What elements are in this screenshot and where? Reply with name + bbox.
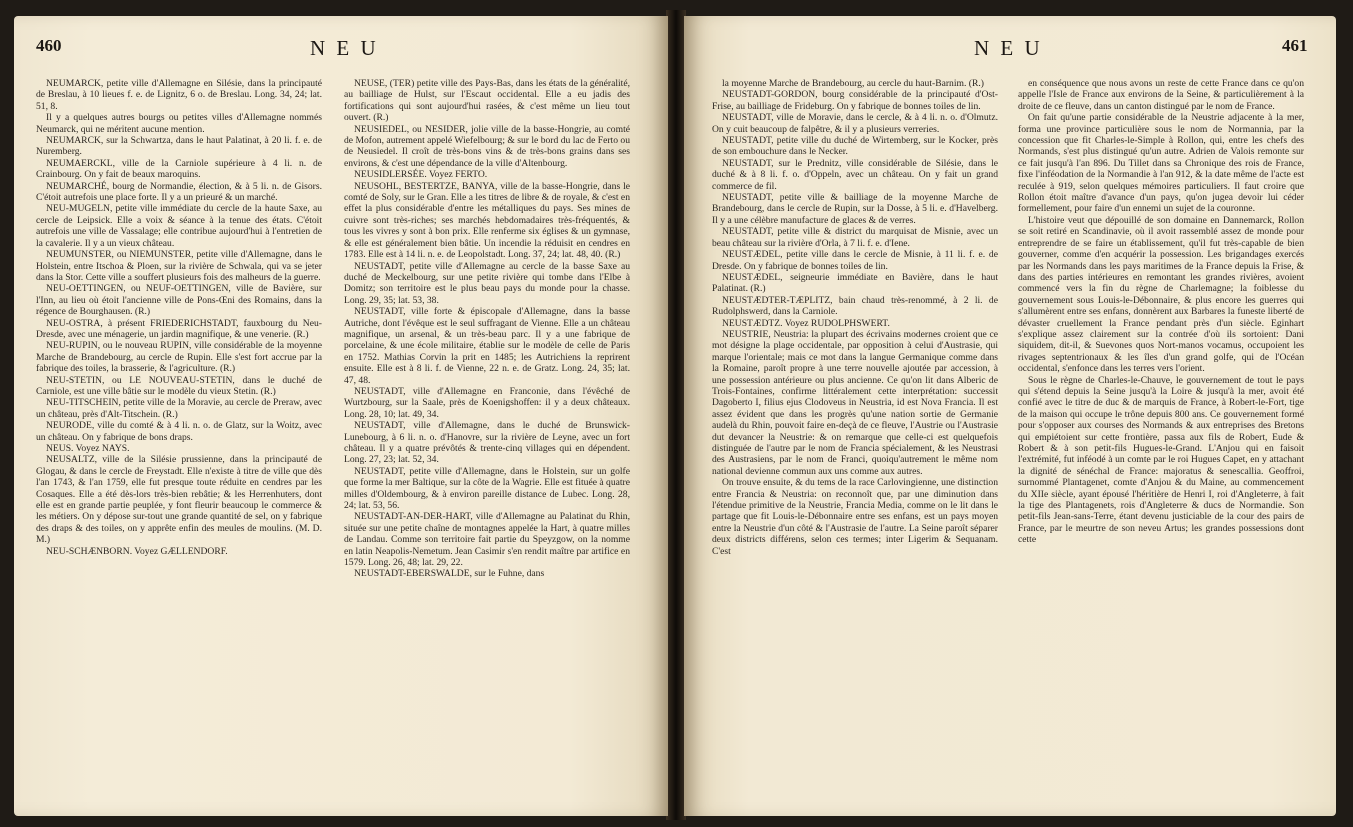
right-page <box>684 16 1336 816</box>
dictionary-entry: NEUSTADT, ville forte & épiscopale d'Allemagne, dans la basse Autriche, dont l'évêque est le seul suffragant de Vienne. Elle a un château magnifique, un arsenal, & un très-beau parc. Il y a une fabrique de porcelaine, & une école militaire, établie sur le modèle de celle de Paris en 1752. Mathias Corvin la prit en 1485; les Autrichiens la reprirent ensuite. Elle est à 8 li. f. de Vienne, 22 n. e. de Gratz. Long. 24, 35; lat. 47, 48. <box>344 306 630 386</box>
left-running-head: N E U <box>310 36 379 60</box>
dictionary-entry: Sous le règne de Charles-le-Chauve, le gouvernement de tout le pays qui s'étend depuis la Seine jusqu'à la Loire & jusqu'à la mer, avoit été confié avec le titre de duc & de marquis de France, à Robert-le-Fort, tige de la maison qui occupe le trône depuis 800 ans. Ce gouvernement formé pour s'opposer aux courses des Normands & aux entreprises des Bretons qui empiétoient sur cette frontière, passa aux fils de Robert, Eude & Robert & à son petit-fils Hugues-le-Grand. L'Anjou qui en faisoit l'extrémité, fut inféodé à un comte par le roi Hugues Capet, en y attachant la dignité de sénéchal de France: majoratus & senescallia. Geoffroi, surnommé Plantagenet, comte d'Anjou & du Maine, au commencement du XIIe siècle, ayant épousé l'héritière de Henri I, roi d'Angleterre, à fait la tige des Plantagenets, rois d'Angleterre & ducs de Normandie. Son petit-fils Jean-sans-Terre, étant devenu justiciable de la cour des pairs de France, par le meurtre de son neveu Artus; les grandes possessions dont cette <box>1018 374 1304 546</box>
right-column-1 <box>712 78 998 557</box>
dictionary-entry: NEU-OSTRA, à présent FRIEDERICHSTADT, fauxbourg du Neu-Dresde, avec une ménagerie, un jardin magnifique, & une venerie. (R.) <box>36 317 322 340</box>
dictionary-entry: NEUSE, (TER) petite ville des Pays-Bas, dans les états de la généralité, au bailliage de Hulst, sur l'Escaut occidental. Elle a eu jadis des fortifications qui sont aujourd'hui rasées, & c'est même un lieu tout ouvert. (R.) <box>344 78 630 124</box>
dictionary-entry: NEU-RUPIN, ou le nouveau RUPIN, ville considérable de la moyenne Marche de Brandebourg, au cercle de Rupin. Elle s'est fort accrue par la fabrique des toiles, la brasserie, & l'agriculture. (R.) <box>36 340 322 375</box>
left-column-2 <box>344 78 630 580</box>
right-page-number: 461 <box>1282 36 1308 55</box>
dictionary-entry: NEUSTADT, petite ville d'Allemagne au cercle de la basse Saxe au duché de Meckelbourg, sur une petite rivière qui tombe dans l'Elbe à Domitz; son territoire est le plus beau pays du monde pour la chasse. Long. 29, 35; lat. 53, 38. <box>344 260 630 306</box>
dictionary-entry: NEUSTADT, petite ville & bailliage de la moyenne Marche de Brandebourg, dans le cercle de Rupin, sur la Dosse, à 5 li. e. d'Havelberg. Il y a une célèbre manufacture de glaces & de verres. <box>712 192 998 226</box>
dictionary-entry: NEUSTADT, sur le Prednitz, ville considérable de Silésie, dans le duché & à 8 li. f. o. d'Oppeln, avec un château. On y fait un grand commerce de fil. <box>712 157 998 192</box>
dictionary-entry: NEUSTADT-GORDON, bourg considérable de la principauté d'Ost-Frise, au bailliage de Frideburg. On y fabrique de bonnes toiles de lin. <box>712 89 998 112</box>
left-page-number: 460 <box>36 36 62 55</box>
dictionary-entry: NEUS. Voyez NAYS. <box>46 443 130 454</box>
dictionary-entry: L'histoire veut que dépouillé de son domaine en Dannemarck, Rollon se soit retiré en Scandinavie, où il avoit rassemblé assez de monde pour entreprendre de se faire un établissement, qu'il fut très-capable de bien gouverner, comme d'en acquérir la possession. Les brigandages exercés par les Normands dans les pays maritimes de la France depuis la Frise, & dans des parties intérieures en remontant les grandes rivières, avoient commencé vers la fin du règne de Charlemagne; la foiblesse du gouvernement sous Louis-le-Débonnaire, & plus encore les guerres qui s'allumèrent entre ses enfans, donnèrent aux Barbares la funeste liberté de dévaster cruellement la France pendant près d'un siècle. Eginhart s'explique assez clairement sur la contrée d'où ils sortoient: Dani siquidem, dit-il, & Suevones quos Nort-manos vocamus, occupoient les rivages septentrionaux & les îles d'un grand golfe, qui de l'Océan occidental, s'enfonce dans les terres vers l'orient. <box>1018 214 1304 375</box>
dictionary-entry: NEUSTADT, petite ville & district du marquisat de Misnie, avec un beau château sur la rivière d'Orla, à 7 li. f. e. d'Iene. <box>712 226 998 249</box>
dictionary-entry: Il y a quelques autres bourgs ou petites villes d'Allemagne nommés Neumarck, qui ne méritent aucune mention. <box>36 112 322 135</box>
dictionary-entry: NEUSALTZ, ville de la Silésie prussienne, dans la principauté de Glogau, & dans le cercle de Freystadt. Elle n'existe à titre de ville que dès l'an 1743, & l'an 1759, elle fut presque toute réduite en cendres par les Cosaques. Elle a été dès-lors très-bien rebâtie; & les Herrenhuters, dont elle est en grande partie peuplée, y font fleurir beaucoup le commerce & les métiers. On y dépose sur-tout une grande quantité de sel, on y fabrique des draps & des toiles, on y apprête enfin des meules de moulins. (M. D. M.) <box>36 454 322 546</box>
dictionary-entry: NEU-MUGELN, petite ville immédiate du cercle de la haute Saxe, au cercle de Leipsick. Elle a voix & séance à la tenue des états. C'étoit autrefois une ville de Vassalage; elle contribue aujourd'hui à l'entretien de la cavalerie. Il y a un vieux château. <box>36 203 322 249</box>
left-page <box>14 16 668 816</box>
dictionary-entry: NEUSTRIE, Neustria: la plupart des écrivains modernes croient que ce mot désigne la plage occidentale, par opposition à celui d'Austrasie, qui marque l'orientale; mais ce mot dans la langue Germanique comme dans la Romaine, paroît propre à une terre nouvelle ajoutée par accession, à une possession antérieure ou plus ancienne. Ce qu'on lit dans Alberic de Trois-Fontaines, confirme littéralement cette interprétation: successit Dagoberto I, filius ejus Clodoveus in Neustria, id est Nova Francia. Il est assez évident que dans les progrès qu'une nation sortie de Germanie audelà du Rhin, pouvoit faire en-deçà de ce fleuve, l'Austrie ou l'Austrasie dut devancer la Neustrie: & on remarque que celle-ci est quelquefois distinguée de l'autre par le nom de Francia spécialement, & les Neustrasi des Austrasiens, par le nom de Franci, quoiqu'autrement le même nom national devienne commun aux uns comme aux autres. <box>712 328 998 477</box>
left-column-1 <box>36 78 322 557</box>
dictionary-entry: NEUMUNSTER, ou NIEMUNSTER, petite ville d'Allemagne, dans le Holstein, entre Itschoa & Ploen, sur la rivière de Schwala, qui va se jeter dans la Stor. Cette ville a souffert plusieurs fois des malheurs de la guerre. <box>36 249 322 283</box>
dictionary-entry: NEUSTÆDEL, seigneurie immédiate en Bavière, dans le haut Palatinat. (R.) <box>712 271 998 295</box>
dictionary-entry: NEUSTADT, petite ville d'Allemagne, dans le Holstein, sur un golfe que forme la mer Baltique, sur la côte de la Wagrie. Elle est fituée à quatre milles d'Oldembourg, & à environ pareille distance de Lubec. Long. 28, 24; lat. 53, 56. <box>344 465 630 512</box>
dictionary-entry: NEUSTADT, ville d'Allemagne, dans le duché de Brunswick-Lunebourg, à 6 li. n. o. d'Hanovre, sur la rivière de Leyne, avec un fort château. Il y a quatre prévôtés & trente-cinq villages qui en dépendent. Long. 27, 23; lat. 52, 34. <box>344 420 630 466</box>
dictionary-entry: en conséquence que nous avons un reste de cette France dans ce qu'on appelle l'Isle de France aux environs de la Seine, & particulièrement à la droite de ce fleuve, dans un canton distingué par le nom de France. <box>1018 78 1304 112</box>
dictionary-entry: NEU-OETTINGEN, ou NEUF-OETTINGEN, ville de Bavière, sur l'Inn, au lieu où étoit l'ancienne ville de Pons-Œni des Romains, dans la régence de Bourghausen. (R.) <box>36 283 322 318</box>
dictionary-entry: NEUSTADT, petite ville du duché de Wirtemberg, sur le Kocker, près de son embouchure dans le Necker. <box>712 135 998 158</box>
dictionary-entry: NEUSTÆDTER-TÆPLITZ, bain chaud très-renommé, à 2 li. de Rudolphswerd, dans la Carniole. <box>712 294 998 318</box>
dictionary-entry: NEUMARCHÉ, bourg de Normandie, élection, & à 5 li. n. de Gisors. C'étoit autrefois une place forte. Il y a un prieuré & un marché. <box>36 180 322 204</box>
right-column-2 <box>1018 78 1304 546</box>
book-gutter <box>666 10 686 820</box>
dictionary-entry: NEURODE, ville du comté & à 4 li. n. o. de Glatz, sur la Woitz, avec un château. On y fabrique de bons draps. <box>36 420 322 443</box>
dictionary-entry: NEU-TITSCHEIN, petite ville de la Moravie, au cercle de Preraw, avec un château, près d'Alt-Titschein. (R.) <box>36 397 322 420</box>
dictionary-entry: NEUSIDLERSÉE. Voyez FERTO. <box>354 169 488 181</box>
dictionary-entry: la moyenne Marche de Brandebourg, au cercle du haut-Barnim. (R.) <box>722 78 984 89</box>
dictionary-entry: NEU-SCHÆNBORN. Voyez GÆLLENDORF. <box>46 545 228 557</box>
dictionary-entry: NEUSTÆDTZ. Voyez RUDOLPHSWERT. <box>722 317 890 329</box>
dictionary-entry: On fait qu'une partie considérable de la Neustrie adjacente à la mer, forma une province particulière sous le nom de Normannia, par la concession que fit Charles-le-Simple à Rollon, qui, entre les chefs des Normands, s'est plus distingué qu'un autre. Adrien de Valois remonte sur ce fait jusqu'à l'an 896. Du Tillet dans sa Chronique des rois de France, fixe l'inféodation de la Normandie à l'an 912, & la date même de l'acte est reculée à 919, selon quelques mémoires particuliers. Il faut croire que Rollon étoit maître d'avance d'un pays, qu'on jugea devoir lui céder formellement, pour faire d'un ennemi un sujet de la couronne. <box>1018 112 1304 215</box>
right-running-head: N E U <box>974 36 1043 60</box>
dictionary-entry: NEUMAERCKL, ville de la Carniole supérieure à 4 li. n. de Crainbourg. On y fait de beaux maroquins. <box>36 157 322 181</box>
dictionary-entry: NEUMARCK, petite ville d'Allemagne en Silésie, dans la principauté de Breslau, à 10 lieues f. e. de Lignitz, 6 o. de Breslau. Long. 34, 24; lat. 51, 8. <box>36 78 322 112</box>
dictionary-entry: NEU-STETIN, ou LE NOUVEAU-STETIN, dans le duché de Carniole, est une ville bâtie sur le modèle du vieux Stetin. (R.) <box>36 374 322 397</box>
dictionary-entry: NEUSTÆDEL, petite ville dans le cercle de Misnie, à 11 li. f. e. de Dresde. On y fabrique de bonnes toiles de lin. <box>712 249 998 272</box>
dictionary-entry: NEUMARCK, sur la Schwartza, dans le haut Palatinat, à 20 li. f. e. de Nuremberg. <box>36 135 322 158</box>
dictionary-entry: NEUSTADT-AN-DER-HART, ville d'Allemagne au Palatinat du Rhin, située sur une petite chaîne de montagnes appelée la Hart, à quatre milles de Landau. Comme son territoire fait partie du Speyzgow, on la nomme en latin Neapolis-Nemetum. Jean Casimir s'en rendit maître par artifice en 1579. Long. 26, 48; lat. 29, 22. <box>344 511 630 569</box>
dictionary-entry: NEUSIEDEL, ou NESIDER, jolie ville de la basse-Hongrie, au comté de Mofon, autrement appelé Wiefelbourg; & sur le bord du lac de Ferto ou de Neusiedel. Il croît de très-bons vins & de très-bons grains dans ses environs, & c'est une dépendance de la ville d'Altenbourg. <box>344 123 630 169</box>
dictionary-entry: On trouve ensuite, & du tems de la race Carlovingienne, une distinction entre Francia & Neustria: on reconnoît que, par une diminution dans l'étendue primitive de la Neustrie, Francia Media, comme on le lit dans le partage que fit Louis-le-Débonnaire entre ses enfans, est un pays moyen entre la Neustrie d'un côté & l'Austrasie de l'autre. La Seine paroît séparer deux districts différens, selon ces termes; inter Ligerim & Sequanam. C'est <box>712 477 998 557</box>
dictionary-entry: NEUSOHL, BESTERTZE, BANYA, ville de la basse-Hongrie, dans le comté de Soly, sur le Gran. Elle a les titres de libre & de royale, & c'est en effet la plus considérable d'entre les métalliques du pays. Ses mines de cuivre sont très-riches; ses marchés hebdomadaires très-fréquentés, & tous les vivres y sont à bon prix. Elle renferme six églises & un gymnase, & elle est généralement bien bâtie. Un incendie la réduisit en cendres en 1783. Elle est à 14 li. n. e. de Leopolstadt. Long. 37, 24; lat. 48, 40. (R.) <box>344 180 630 261</box>
dictionary-entry: NEUSTADT-EBERSWALDE, sur le Fuhne, dans <box>354 568 545 580</box>
dictionary-entry: NEUSTADT, ville de Moravie, dans le cercle, & à 4 li. n. o. d'Olmutz. On y cuit beaucoup de falpêtre, & il y a plusieurs verreries. <box>712 112 998 135</box>
dictionary-entry: NEUSTADT, ville d'Allemagne en Franconie, dans l'évêché de Wurtzbourg, sur la Saale, près de Koenigshoffen: il y a deux châteaux. Long. 28, 10; lat. 49, 34. <box>344 385 630 420</box>
